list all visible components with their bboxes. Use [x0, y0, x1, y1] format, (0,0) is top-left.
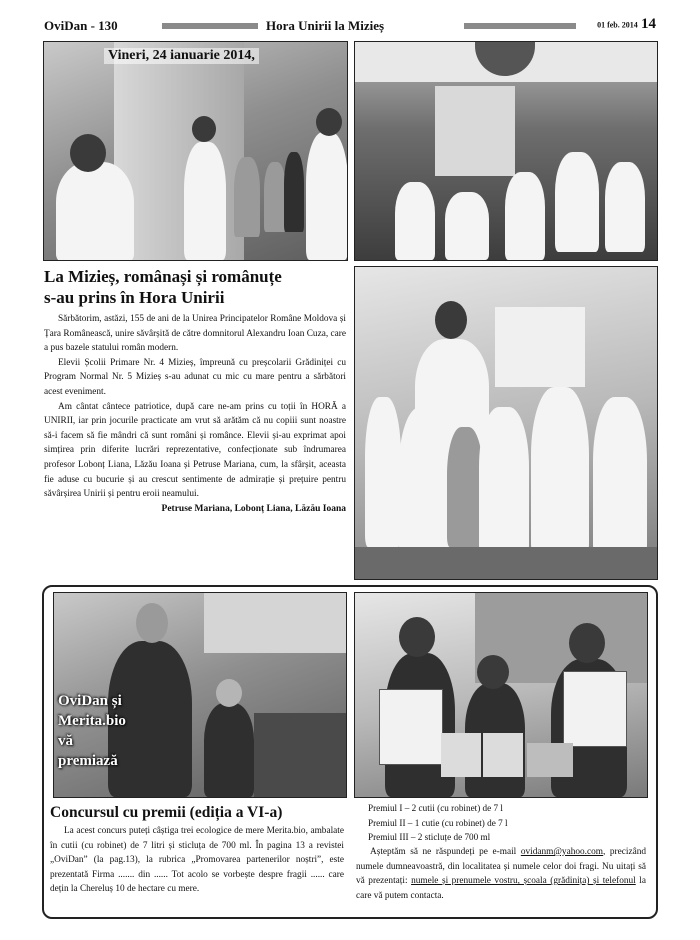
- article-paragraph: Sărbătorim, astăzi, 155 de ani de la Unirea Principatelor Române Moldova și Țara Românească, unire săvârșită de către domnitorul Alexandru Ioan Cuza, care a pus bazele statului român modern.: [44, 314, 346, 354]
- photo-date-caption: Vineri, 24 ianuarie 2014,: [104, 48, 259, 64]
- email-link[interactable]: ovidanm@yahoo.com: [520, 847, 603, 857]
- photo-group-costumes: [354, 266, 658, 580]
- header-right: [597, 16, 656, 33]
- overlay-line: vă: [58, 733, 73, 749]
- photo-hallway-dance: [43, 41, 348, 261]
- contest-overlay: [58, 691, 126, 771]
- overlay-line: premiază: [58, 753, 118, 769]
- prize-list: [356, 801, 646, 845]
- prize-item: Premiul III – 2 sticluțe de 700 ml: [368, 832, 491, 843]
- article-body: [44, 312, 346, 516]
- article-title-line2: s-au prins în Hora Unirii: [44, 288, 225, 307]
- article-title: [44, 266, 348, 308]
- page-header: [44, 14, 656, 38]
- contest-instructions: [356, 845, 646, 903]
- contest-body: [50, 824, 344, 897]
- article-paragraph: Am cântat cântece patriotice, după care ne-am prins cu toții în HORĂ a UNIRII, iar prin jocurile practicate am vrut să arătăm că nu copiii sunt noastre să-i facem să fie mândri că sunt români și românce. Elevii și-au exprimat apoi simțirea prin diferite lucrări reprezentative, confecționate sub îndrumarea profesor Lobonț Liana, Lăzău Ioana și Petruse Mariana, cum, la sfârșit, aceasta fie aduse cu bucurie și au crescut sentimente de admirație și prețuire pentru săvârșirea Unirii și pentru eroii neamului.: [44, 401, 346, 500]
- prize-item: Premiul II – 1 cutie (cu robinet) de 7 l: [368, 817, 508, 828]
- issue-date: 01 feb. 2014: [597, 20, 638, 30]
- overlay-line: Merita.bio: [58, 713, 126, 729]
- contest-title: Concursul cu premii (ediția a VI-a): [50, 804, 283, 821]
- article-paragraph: Elevii Școlii Primare Nr. 4 Mizieș, împreună cu preșcolarii Grădiniței cu Program Normal Nr. 5 Mizieș s-au adunat cu mic cu mare pentru a sărbători acest eveniment.: [44, 357, 346, 397]
- page-number: 14: [641, 16, 656, 32]
- instructions-middle: , precizând numele dumneavoastră, din localitatea și numele celor doi fragi. Nu uitați să vă prezentați:: [356, 847, 647, 887]
- overlay-line: OviDan și: [58, 693, 122, 709]
- header-rule-left: [162, 23, 258, 29]
- instructions-suffix: la care vă putem contacta.: [356, 876, 647, 901]
- prize-item: Premiul I – 2 cutii (cu robinet) de 7 l: [368, 803, 503, 813]
- header-rule-right: [464, 23, 576, 29]
- photo-children-winners: [354, 592, 648, 798]
- header-title: Hora Unirii la Mizieș: [266, 18, 385, 33]
- article-title-line1: La Mizieș, românași și românuțe: [44, 267, 282, 286]
- issue-label: OviDan - 130: [44, 18, 118, 33]
- photo-classroom-circle: [354, 41, 658, 261]
- required-details: numele și prenumele vostru, școala (grădinița) și telefonul: [411, 876, 636, 887]
- photo-prize-handover: [53, 592, 347, 798]
- contest-paragraph: La acest concurs puteți câștiga trei ecologice de mere Merita.bio, ambalate în cutii (cu robinet) de 7 litri și sticluța de 700 ml. În pagina 13 a revistei „OviDan” (la pag.13), la rubrica „Promovarea partenerilor noștri”, este prezentată Firma ....... din ...... Tot acolo se vorbește despre fragii ...... care dețin la Chereluș 10 de hectare cu mere.: [50, 826, 344, 895]
- article-signature: Petruse Mariana, Lobonț Liana, Lăzău Ioana: [161, 503, 346, 514]
- instructions-prefix: Așteptăm să ne răspundeți pe e-mail: [370, 847, 517, 857]
